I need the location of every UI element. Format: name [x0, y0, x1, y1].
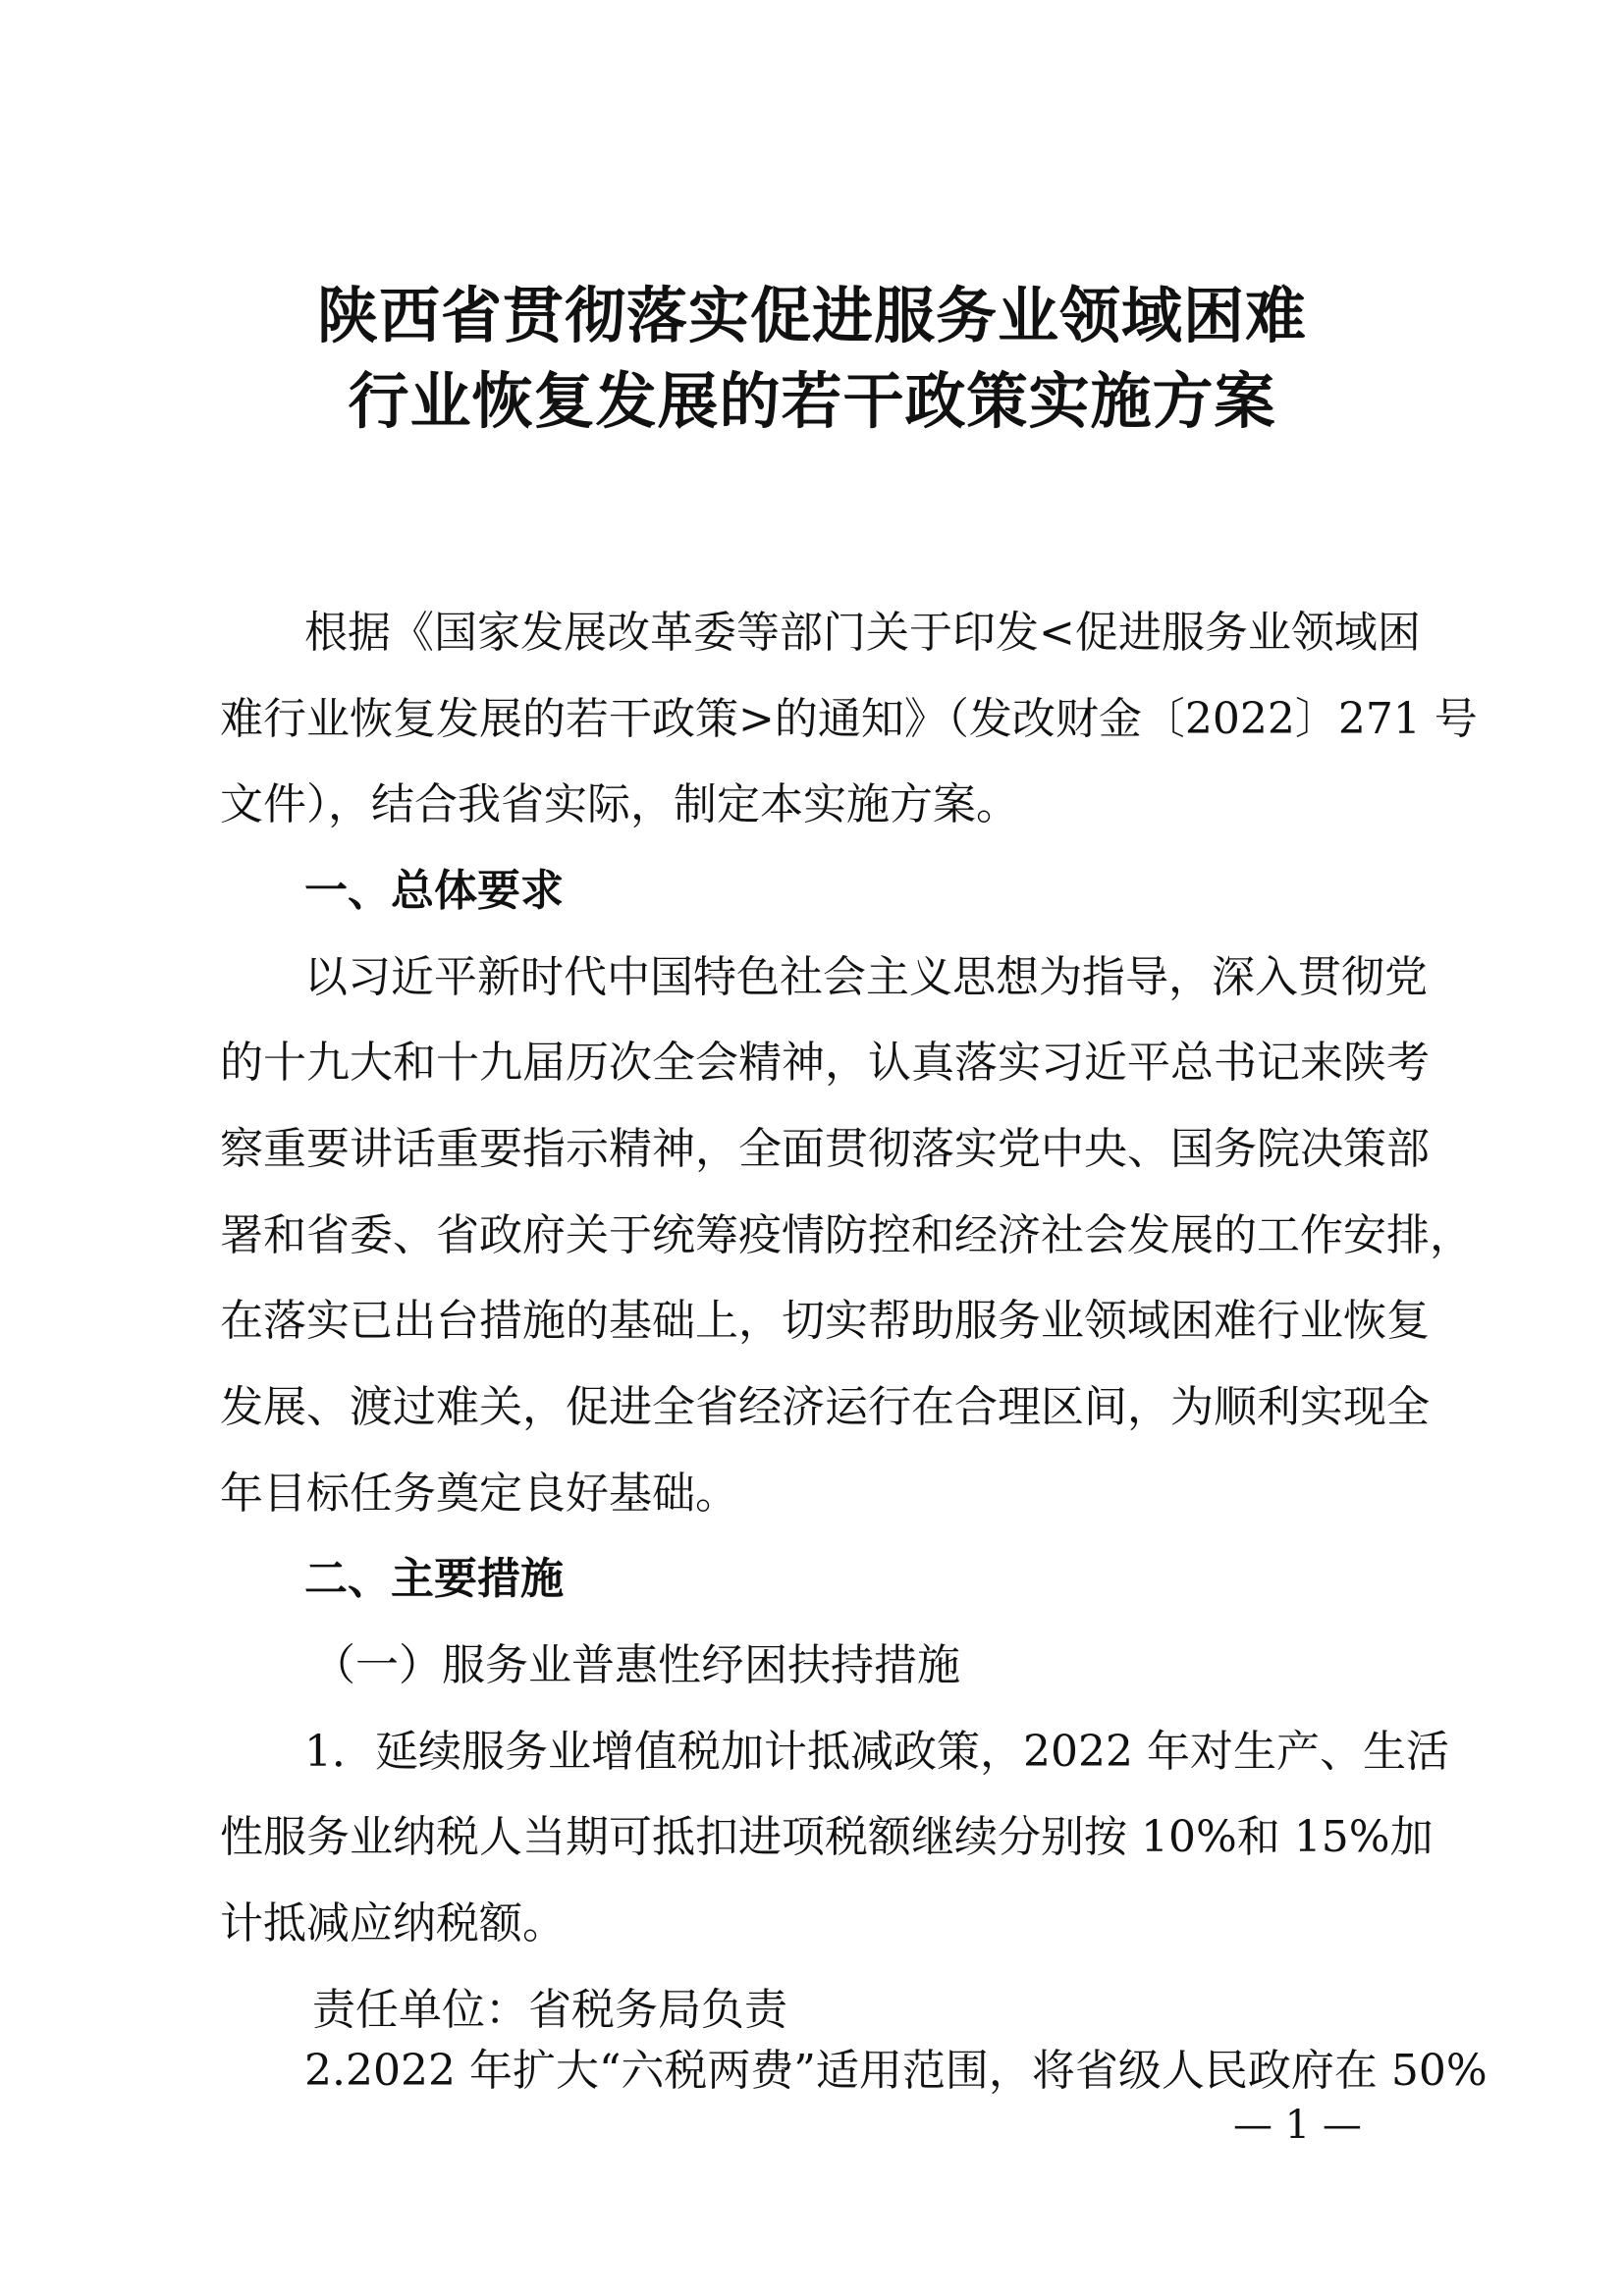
section1-line-3: 察重要讲话重要指示精神，全面贯彻落实党中央、国务院决策部 [220, 1124, 1430, 1174]
intro-line-3: 文件），结合我省实际，制定本实施方案。 [220, 779, 1019, 829]
subsection-heading-1: （一）服务业普惠性纾困扶持措施 [312, 1640, 960, 1690]
item1-line-2: 性服务业纳税人当期可抵扣进项税额继续分别按 10%和 15%加 [220, 1812, 1434, 1862]
document-title-line-1: 陕西省贯彻落实促进服务业领域困难 [316, 280, 1307, 351]
section1-line-4: 署和省委、省政府关于统筹疫情防控和经济社会发展的工作安排， [220, 1210, 1473, 1260]
item1-line-1: 1．延续服务业增值税加计抵减政策，2022 年对生产、生活 [304, 1727, 1449, 1777]
section1-line-7: 年目标任务奠定良好基础。 [220, 1468, 738, 1519]
intro-line-2: 难行业恢复发展的若干政策>的通知》（发改财金〔2022〕271 号 [220, 694, 1478, 744]
section1-line-1: 以习近平新时代中国特色社会主义思想为指导，深入贯彻党 [304, 952, 1428, 1002]
section1-line-6: 发展、渡过难关，促进全省经济运行在合理区间，为顺利实现全 [220, 1382, 1430, 1432]
intro-line-1: 根据《国家发展改革委等部门关于印发<促进服务业领域困 [304, 608, 1421, 658]
item1-line-3: 计抵减应纳税额。 [220, 1898, 566, 1949]
document-title-line-2: 行业恢复发展的若干政策实施方案 [348, 365, 1276, 437]
item2-line-1: 2.2022 年扩大“六税两费”适用范围，将省级人民政府在 50% [304, 2046, 1488, 2096]
page-number: — 1 — [1233, 2103, 1362, 2148]
section1-line-2: 的十九大和十九届历次全会精神，认真落实习近平总书记来陕考 [220, 1038, 1430, 1088]
section-heading-general-requirements: 一、总体要求 [304, 866, 564, 916]
section-heading-main-measures: 二、主要措施 [304, 1554, 564, 1604]
section1-line-5: 在落实已出台措施的基础上，切实帮助服务业领域困难行业恢复 [220, 1296, 1430, 1346]
item1-responsibility: 责任单位：省税务局负责 [312, 1985, 787, 2035]
